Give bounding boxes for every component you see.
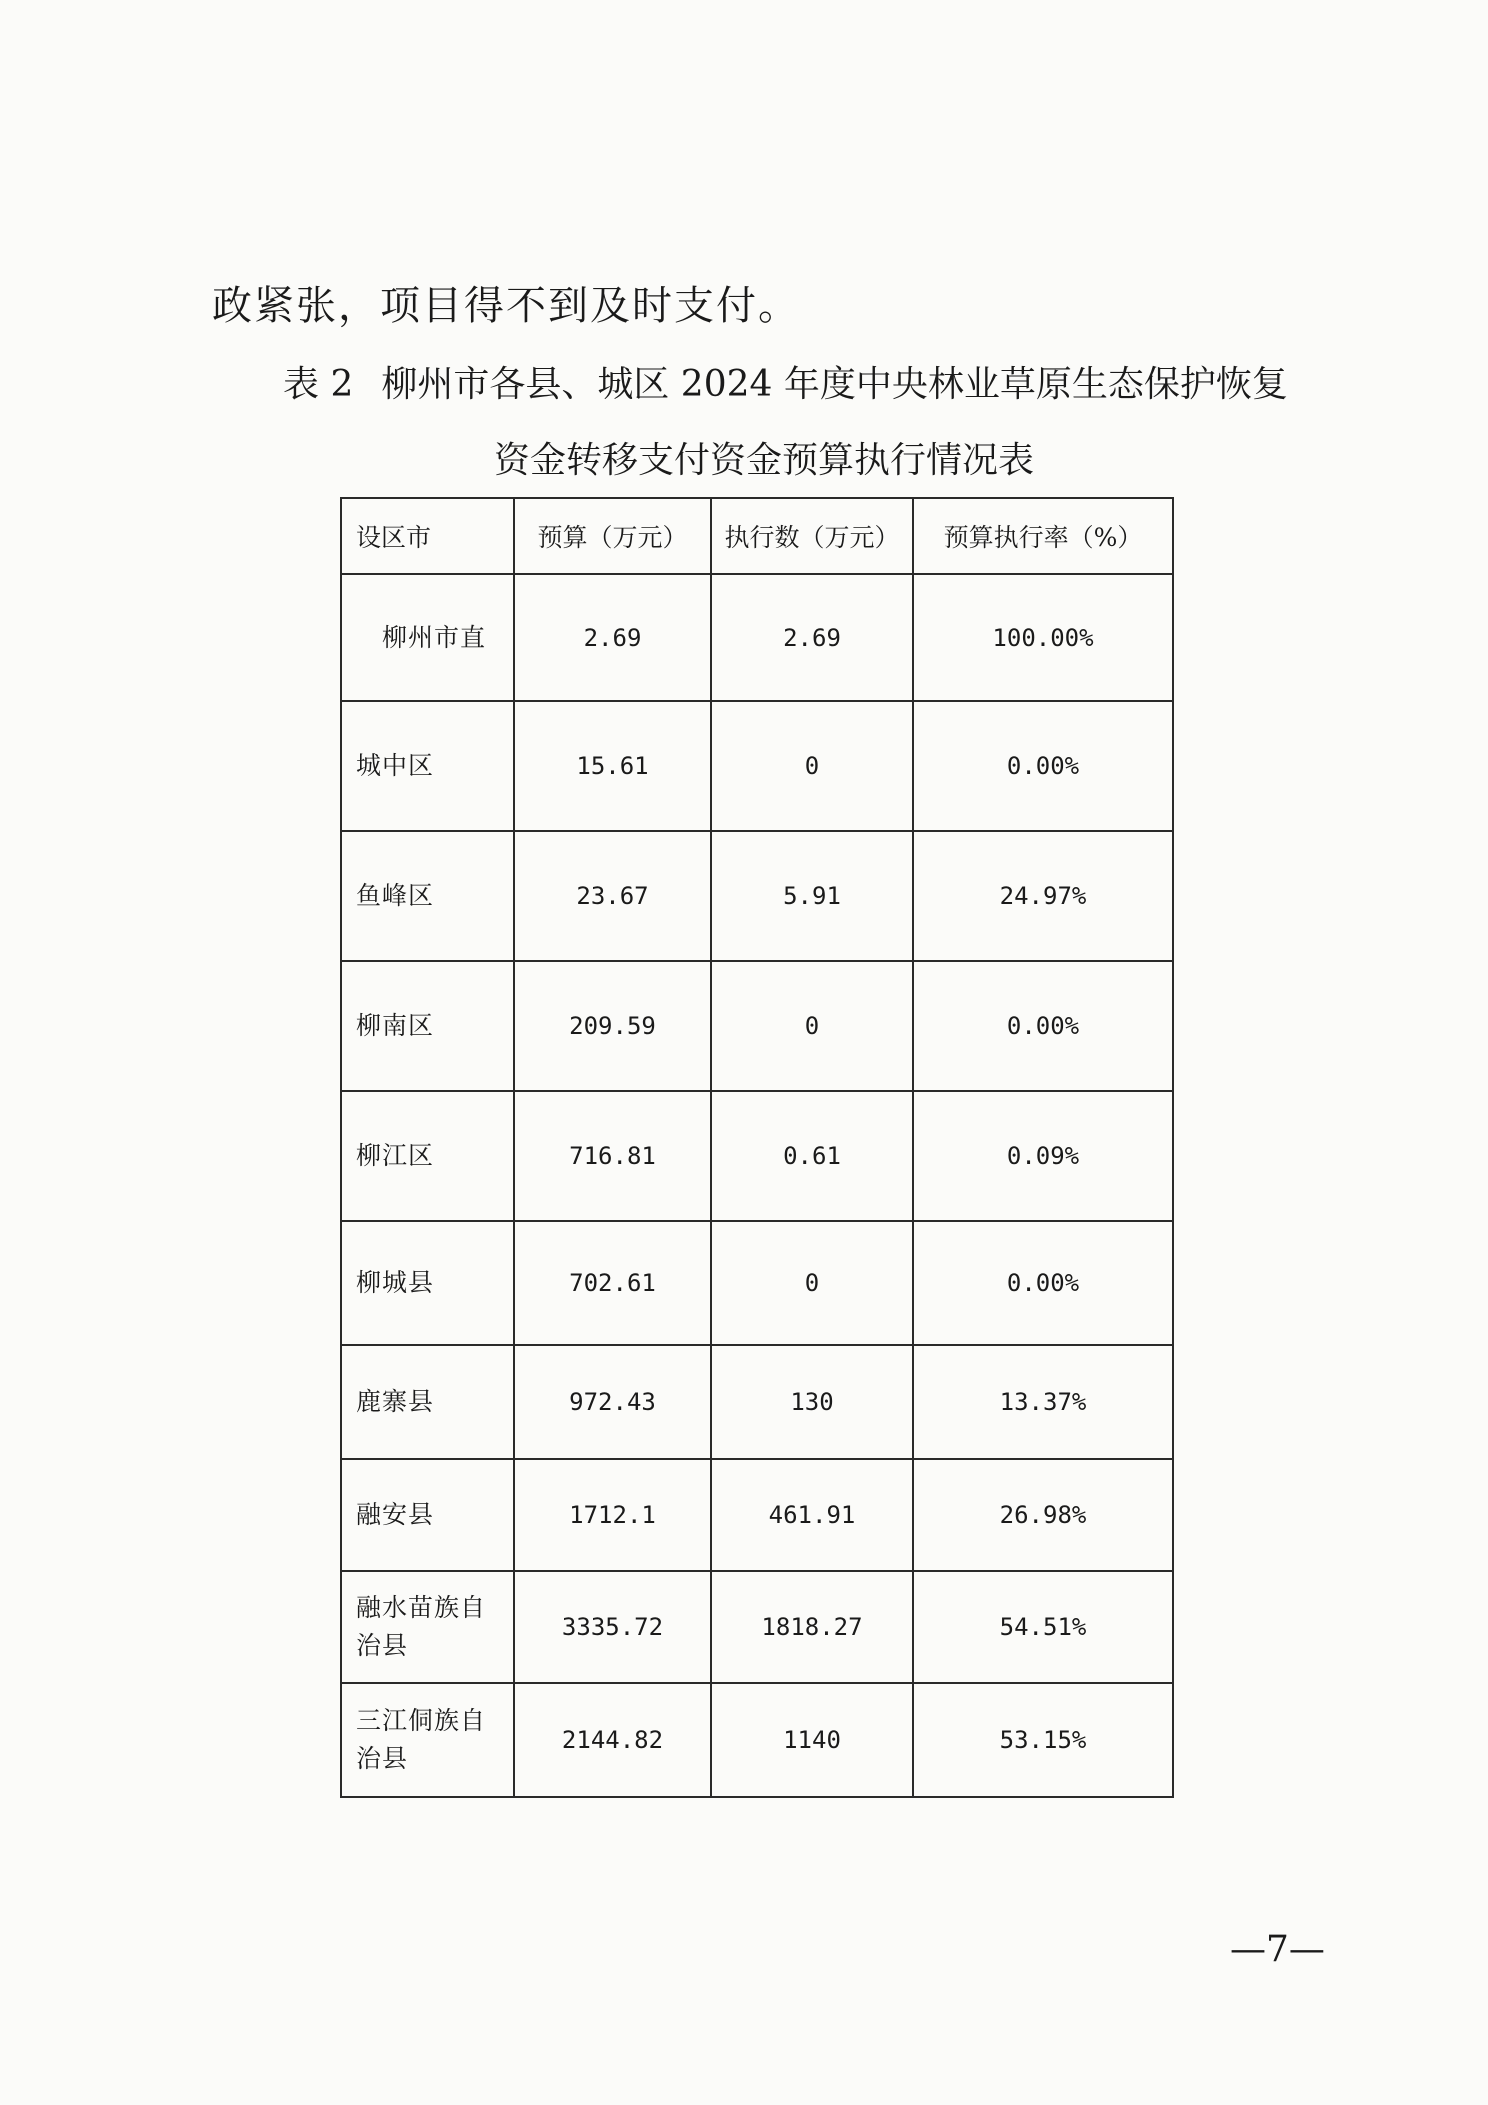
cell-rate: 100.00% bbox=[913, 574, 1173, 701]
cell-executed: 130 bbox=[711, 1345, 913, 1459]
cell-district: 城中区 bbox=[341, 701, 514, 831]
cell-rate: 53.15% bbox=[913, 1683, 1173, 1797]
cell-budget: 2.69 bbox=[514, 574, 711, 701]
cell-executed: 0 bbox=[711, 701, 913, 831]
cell-rate: 26.98% bbox=[913, 1459, 1173, 1571]
cell-budget: 972.43 bbox=[514, 1345, 711, 1459]
table-row bbox=[341, 574, 1173, 701]
header-executed: 执行数（万元） bbox=[711, 498, 913, 574]
cell-budget: 2144.82 bbox=[514, 1683, 711, 1797]
cell-rate: 24.97% bbox=[913, 831, 1173, 961]
table-row bbox=[341, 1221, 1173, 1345]
table-row bbox=[341, 1345, 1173, 1459]
cell-district: 柳南区 bbox=[341, 961, 514, 1091]
table-row bbox=[341, 1683, 1173, 1797]
cell-budget: 702.61 bbox=[514, 1221, 711, 1345]
cell-executed: 0.61 bbox=[711, 1091, 913, 1221]
table-row bbox=[341, 961, 1173, 1091]
cell-district: 融安县 bbox=[341, 1459, 514, 1571]
cell-rate: 0.09% bbox=[913, 1091, 1173, 1221]
cell-budget: 23.67 bbox=[514, 831, 711, 961]
cell-executed: 5.91 bbox=[711, 831, 913, 961]
table-title bbox=[283, 362, 1288, 408]
table-row bbox=[341, 1571, 1173, 1683]
cell-executed: 0 bbox=[711, 1221, 913, 1345]
cell-executed: 0 bbox=[711, 961, 913, 1091]
cell-budget: 716.81 bbox=[514, 1091, 711, 1221]
cell-executed: 461.91 bbox=[711, 1459, 913, 1571]
header-district: 设区市 bbox=[341, 498, 514, 574]
intro-text: 政紧张，项目得不到及时支付。 bbox=[212, 283, 800, 329]
table-label: 表 2 bbox=[283, 364, 354, 405]
cell-executed: 1140 bbox=[711, 1683, 913, 1797]
cell-rate: 13.37% bbox=[913, 1345, 1173, 1459]
table-row bbox=[341, 1459, 1173, 1571]
table-row bbox=[341, 831, 1173, 961]
cell-district: 三江侗族自治县 bbox=[341, 1683, 514, 1797]
cell-budget: 209.59 bbox=[514, 961, 711, 1091]
cell-rate: 0.00% bbox=[913, 701, 1173, 831]
header-budget: 预算（万元） bbox=[514, 498, 711, 574]
cell-budget: 3335.72 bbox=[514, 1571, 711, 1683]
cell-district: 柳城县 bbox=[341, 1221, 514, 1345]
cell-budget: 1712.1 bbox=[514, 1459, 711, 1571]
cell-rate: 54.51% bbox=[913, 1571, 1173, 1683]
cell-rate: 0.00% bbox=[913, 1221, 1173, 1345]
table-header-row bbox=[341, 498, 1173, 574]
cell-budget: 15.61 bbox=[514, 701, 711, 831]
cell-district: 柳江区 bbox=[341, 1091, 514, 1221]
cell-district: 柳州市直 bbox=[341, 574, 514, 701]
header-execution-rate: 预算执行率（%） bbox=[913, 498, 1173, 574]
table-title-line-2: 资金转移支付资金预算执行情况表 bbox=[494, 440, 1035, 481]
budget-execution-table bbox=[340, 497, 1174, 1798]
table-row bbox=[341, 701, 1173, 831]
cell-rate: 0.00% bbox=[913, 961, 1173, 1091]
cell-district: 鹿寨县 bbox=[341, 1345, 514, 1459]
table-row bbox=[341, 1091, 1173, 1221]
page-number: —7— bbox=[1230, 1929, 1325, 1970]
cell-district: 鱼峰区 bbox=[341, 831, 514, 961]
cell-executed: 1818.27 bbox=[711, 1571, 913, 1683]
cell-executed: 2.69 bbox=[711, 574, 913, 701]
cell-district: 融水苗族自治县 bbox=[341, 1571, 514, 1683]
table-title-line-1: 柳州市各县、城区 2024 年度中央林业草原生态保护恢复 bbox=[381, 364, 1288, 405]
